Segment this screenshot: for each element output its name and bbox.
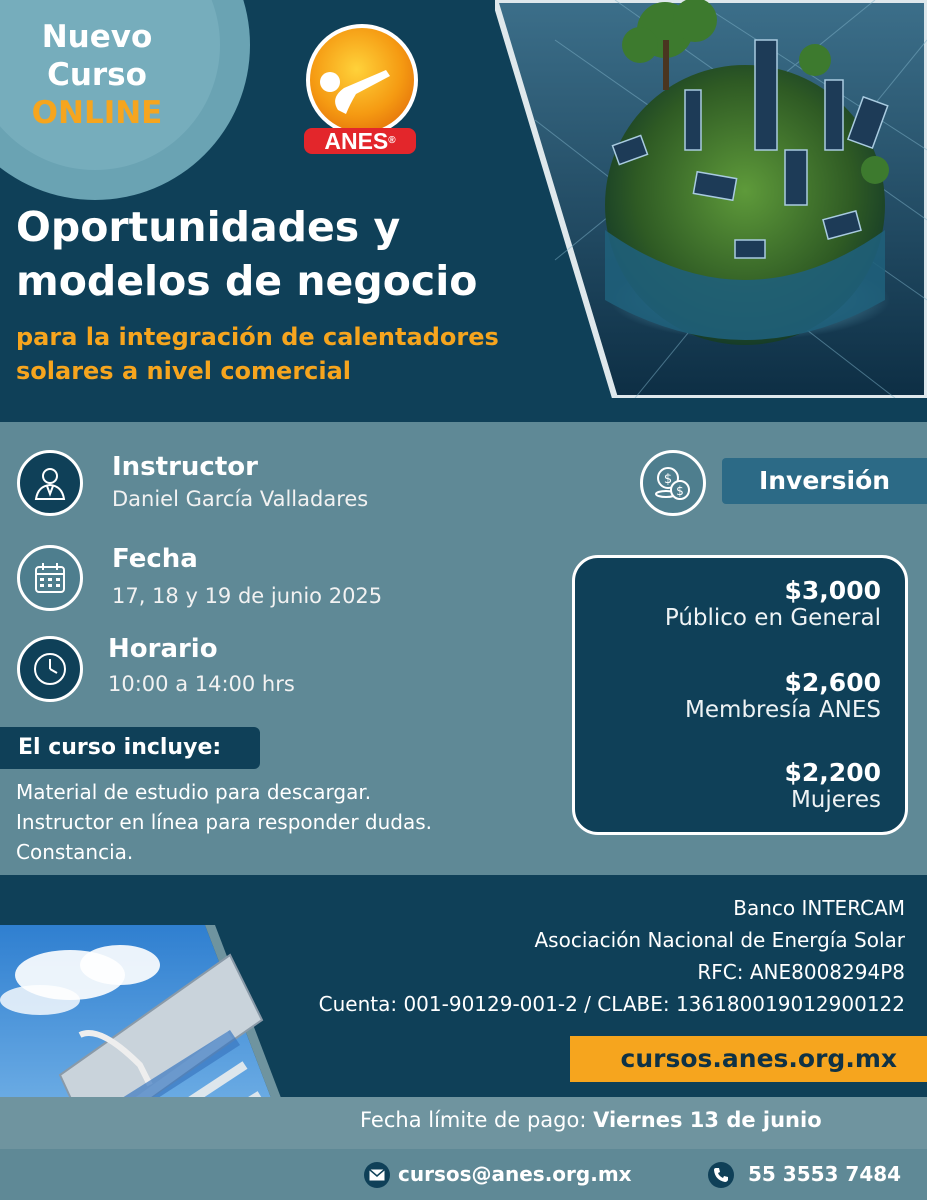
badge-line-3: ONLINE [31,95,163,131]
price-amount: $2,600 [784,668,881,697]
course-website-link[interactable]: cursos.anes.org.mx [570,1036,927,1082]
subtitle-line-2: solares a nivel comercial [16,357,352,385]
fecha-label: Fecha [112,544,198,574]
price-box [572,555,908,835]
bank-holder: Asociación Nacional de Energía Solar [534,928,905,952]
person-icon [17,450,83,516]
calendar-icon [17,545,83,611]
title-line-1: Oportunidades y [16,203,401,251]
bank-details [319,892,905,1020]
price-audience: Mujeres [790,787,881,813]
badge-line-1: Nuevo [41,19,153,55]
inversion-label: Inversión [722,458,927,504]
logo-text [304,128,416,154]
fecha-value: 17, 18 y 19 de junio 2025 [112,584,383,608]
subtitle-line-1: para la integración de calentadores [16,323,499,351]
phone-icon [708,1162,734,1188]
includes-item: Instructor en línea para responder dudas. [16,810,433,834]
includes-list [16,777,432,867]
horario-label: Horario [108,634,218,664]
price-public [665,576,881,631]
price-audience: Membresía ANES [685,697,881,723]
bank-rfc: RFC: ANE8008294P8 [697,960,905,984]
anes-logo [300,18,435,158]
instructor-label: Instructor [112,452,258,482]
price-members [685,668,881,723]
deadline-date: Viernes 13 de junio [593,1108,822,1132]
svg-text:$: $ [676,484,684,498]
email-icon [364,1162,390,1188]
payment-deadline [360,1108,822,1132]
price-women [785,758,881,813]
bank-name: Banco INTERCAM [733,896,905,920]
price-audience: Público en General [664,605,881,631]
hero-section [0,0,927,422]
bank-account: Cuenta: 001-90129-001-2 / CLABE: 136180019012900122 [318,992,905,1016]
contact-email[interactable]: cursos@anes.org.mx [398,1162,632,1186]
badge-line-2: Curso [47,57,147,93]
includes-label: El curso incluye: [0,727,260,769]
coins-icon [640,450,706,516]
course-subtitle [16,320,616,388]
logo-name: ANES [324,128,389,154]
deadline-prefix: Fecha límite de pago: [360,1108,594,1132]
svg-text:$: $ [663,472,673,487]
new-course-badge [22,18,172,132]
clock-icon [17,636,83,702]
course-title [16,200,616,308]
price-amount: $3,000 [784,576,881,605]
contact-phone[interactable]: 55 3553 7484 [748,1162,902,1186]
instructor-name: Daniel García Valladares [112,487,369,511]
horario-value: 10:00 a 14:00 hrs [108,672,295,696]
registered-mark: ® [388,135,396,146]
title-line-2: modelos de negocio [16,257,478,305]
includes-item: Constancia. [16,840,134,864]
includes-item: Material de estudio para descargar. [16,780,372,804]
price-amount: $2,200 [784,758,881,787]
